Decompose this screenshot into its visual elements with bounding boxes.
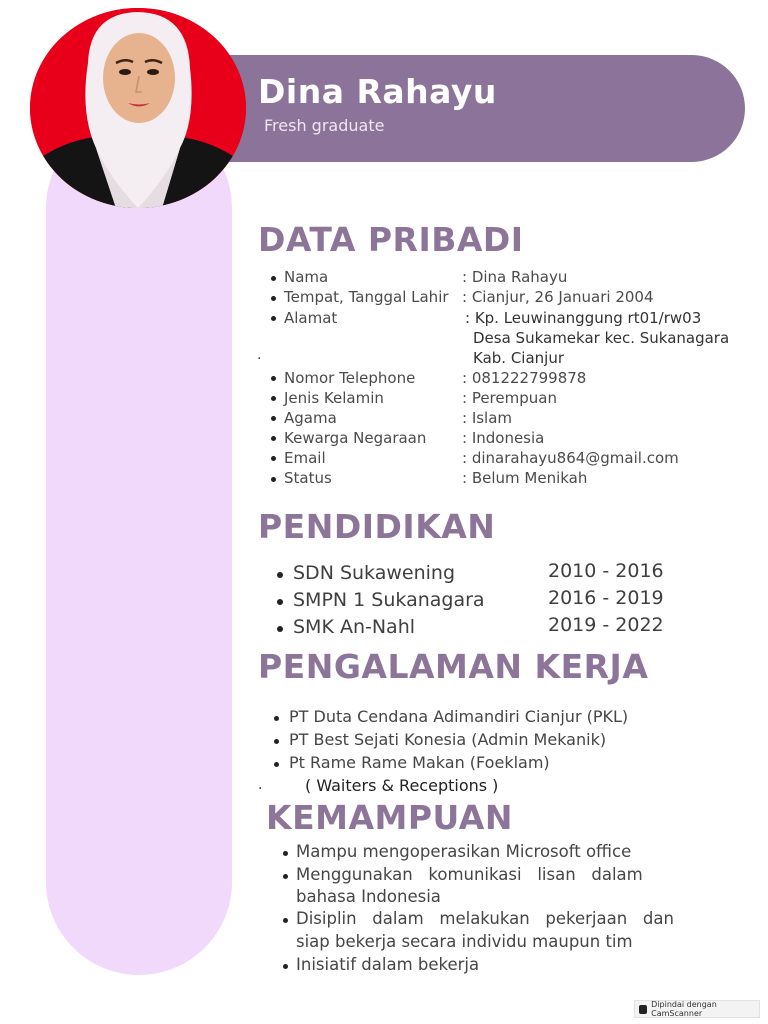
bullet (271, 456, 276, 461)
section-title-personal: DATA PRIBADI (258, 220, 524, 259)
bullet (271, 477, 276, 482)
personal-value: : Kp. Leuwinanggung rt01/rw03 (465, 309, 702, 327)
bullet (271, 396, 276, 401)
skill-item-line2: bahasa Indonesia (296, 887, 441, 906)
bullet (283, 964, 288, 969)
personal-value: : Belum Menikah (462, 469, 588, 487)
education-years: 2016 - 2019 (548, 587, 664, 609)
personal-label: Jenis Kelamin (284, 389, 384, 407)
education-school: SMPN 1 Sukanagara (293, 589, 485, 611)
personal-label: Alamat (284, 309, 338, 327)
person-name: Dina Rahayu (258, 72, 497, 111)
personal-label: Nomor Telephone (284, 369, 416, 387)
section-title-skills: KEMAMPUAN (266, 798, 513, 837)
personal-value: : Dina Rahayu (462, 268, 568, 286)
bullet (277, 572, 283, 578)
bullet (277, 599, 283, 605)
education-years: 2019 - 2022 (548, 614, 664, 636)
personal-label: Nama (284, 268, 329, 286)
personal-label: Tempat, Tanggal Lahir (284, 288, 449, 306)
personal-label: Agama (284, 409, 337, 427)
camscanner-badge (634, 1000, 760, 1018)
sidebar-background (46, 115, 232, 975)
personal-value-line3: Kab. Cianjur (473, 349, 565, 367)
personal-label: Email (284, 449, 326, 467)
education-years: 2010 - 2016 (548, 560, 664, 582)
personal-value: : Indonesia (462, 429, 545, 447)
personal-value: : 081222799878 (462, 369, 587, 387)
bullet (271, 316, 276, 321)
bullet (271, 276, 276, 281)
personal-value: : dinarahayu864@gmail.com (462, 449, 679, 467)
bullet (283, 918, 288, 923)
bullet (274, 716, 279, 721)
experience-item: PT Best Sejati Konesia (Admin Mekanik) (289, 730, 607, 749)
stray-dot: . (257, 347, 262, 363)
experience-note: ( Waiters & Receptions ) (305, 776, 499, 795)
bullet (283, 851, 288, 856)
profile-photo (30, 8, 246, 208)
skill-item: Disiplin dalam melakukan pekerjaan dan (296, 909, 674, 928)
personal-label: Kewarga Negaraan (284, 429, 427, 447)
bullet (271, 376, 276, 381)
bullet (271, 436, 276, 441)
bullet (277, 626, 283, 632)
experience-item: PT Duta Cendana Adimandiri Cianjur (PKL) (289, 707, 629, 726)
bullet (271, 416, 276, 421)
personal-value: : Islam (462, 409, 513, 427)
bullet (274, 739, 279, 744)
camscanner-text: Dipindai dengan CamScanner (651, 1000, 717, 1018)
stray-dot: . (258, 777, 263, 793)
education-school: SMK An-Nahl (293, 616, 416, 638)
skill-item: Menggunakan komunikasi lisan dalam (296, 865, 643, 884)
bullet (274, 762, 279, 767)
person-role: Fresh graduate (264, 116, 385, 135)
skill-item: Inisiatif dalam bekerja (296, 955, 480, 974)
bullet (283, 874, 288, 879)
personal-value-line2: Desa Sukamekar kec. Sukanagara (473, 329, 730, 347)
personal-label: Status (284, 469, 332, 487)
education-school: SDN Sukawening (293, 562, 456, 584)
camscanner-icon (639, 1005, 647, 1014)
section-title-education: PENDIDIKAN (258, 507, 496, 546)
skill-item: Mampu mengoperasikan Microsoft office (296, 842, 632, 861)
personal-value: : Perempuan (462, 389, 557, 407)
personal-value: : Cianjur, 26 Januari 2004 (462, 288, 654, 306)
experience-item: Pt Rame Rame Makan (Foeklam) (289, 753, 550, 772)
skill-item-line2: siap bekerja secara individu maupun tim (296, 932, 633, 951)
bullet (271, 296, 276, 301)
section-title-experience: PENGALAMAN KERJA (258, 647, 649, 686)
